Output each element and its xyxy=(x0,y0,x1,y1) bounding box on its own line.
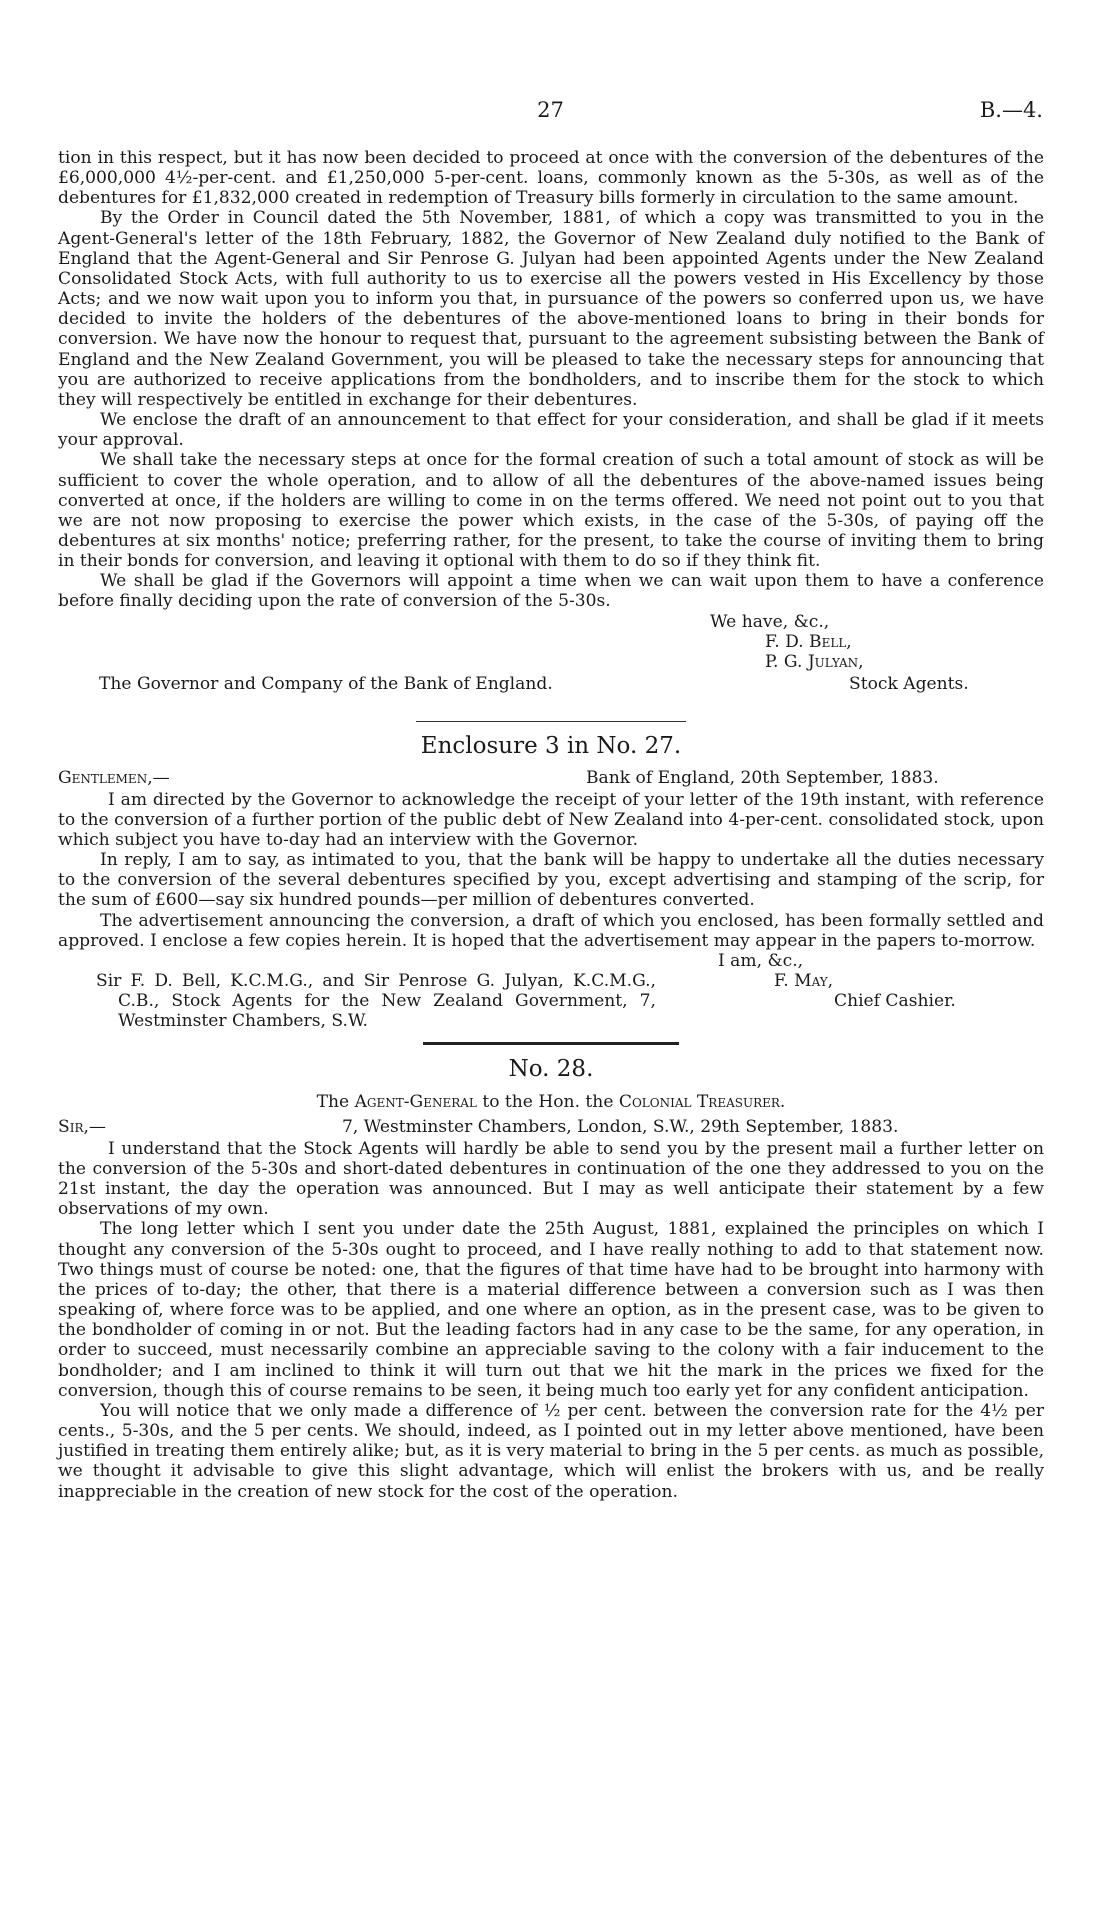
subtitle-part: to the Hon. the xyxy=(476,1091,619,1112)
paragraph: We enclose the draft of an announcement to that effect for your consideration, and shall be glad if it meets your approval. xyxy=(58,410,1044,451)
place-date: Bank of England, 20th September, 1883. xyxy=(586,767,939,788)
signature-block xyxy=(58,612,1044,714)
paragraph: We shall take the necessary steps at once for the formal creation of such a total amount of stock as will be sufficient to cover the whole operation, and to allow of all the debentures of the above-named issues being converted at once, if the holders are willing to come in on the terms offered. We need not point out to you that we are not now proposing to exercise the power which exists, in the case of the 5-30s, of paying off the debentures at six months' notice; preferring rather, for the present, to take the course of inviting them to bring in their bonds for conversion, and leaving it optional with them to do so if they think fit. xyxy=(58,450,1044,572)
document-reference: B.—4. xyxy=(979,98,1043,122)
closing: We have, &c., xyxy=(710,611,830,632)
paragraph: I understand that the Stock Agents will hardly be able to send you by the present mail a further letter on the conversion of the 5-30s and short-dated debentures in continuation of the one they addressed to you on the 21st instant, the day the operation was announced. But I may as well anticipate their statement by a few observations of my own. xyxy=(58,1138,1044,1220)
subtitle-to: Colonial Treasurer. xyxy=(618,1091,786,1112)
paragraph: By the Order in Council dated the 5th November, 1881, of which a copy was transmitted to you in the Agent-General's letter of the 18th February, 1882, the Governor of New Zealand duly notified to the Bank of England that the Agent-General and Sir Penrose G. Julyan had been appointed Agents under the New Zealand Consolidated Stock Acts, with full authority to us to exercise all the powers vested in His Excellency by those Acts; and we now wait upon you to inform you that, in pursuance of the powers so conferred upon us, we have decided to invite the holders of the debentures of the above-mentioned loans to bring in their bonds for conversion. We have now the honour to request that, pursuant to the agreement subsisting between the Bank of England and the New Zealand Government, you will be pleased to take the necessary steps for announcing that you are authorized to receive applications from the bondholders, and to inscribe them for the stock to which they will respectively be entitled in exchange for their debentures. xyxy=(58,208,1044,410)
signatory-title: Stock Agents. xyxy=(849,673,969,694)
letter-28 xyxy=(58,1055,1044,1502)
paragraph: The long letter which I sent you under date the 25th August, 1881, explained the principles on which I thought any conversion of the 5-30s ought to proceed, and I have really nothing to add to that statement now. Two things must of course be noted: one, that the figures of that time have had to be brought into harmony with the prices of to-day; the other, that there is a material difference between a conversion such as I was then speaking of, where force was to be applied, and one where an option, as in the present case, was to be given to the bondholder of coming in or not. But the leading factors had in any case to be the same, for any operation, in order to succeed, must necessarily combine an appreciable saving to the colony with a fair inducement to the bondholder; and I am inclined to think it will turn out that we hit the mark in the prices we fixed for the conversion, though this of course remains to be seen, it being much too early yet for any confident anticipation. xyxy=(58,1219,1044,1401)
letter-continued xyxy=(58,148,1044,714)
letter-subtitle xyxy=(58,1091,1044,1113)
divider xyxy=(416,721,686,722)
subtitle-part: The xyxy=(316,1091,355,1112)
salutation: Sir,— xyxy=(58,1116,107,1137)
signatory-julyan: P. G. Julyan, xyxy=(765,651,864,672)
page-header xyxy=(58,98,1043,132)
page-body xyxy=(58,148,1044,1502)
paragraph: You will notice that we only made a difference of ½ per cent. between the conversion rate for the 4½ per cents., 5-30s, and the 5 per cents. We should, indeed, as I pointed out in my letter above mentioned, have been justified in treating them entirely alike; but, as it is very material to bring in the 5 per cents. as much as possible, we thought it advisable to give this slight advantage, which will enlist the brokers with us, and be really inappreciable in the creation of new stock for the cost of the operation. xyxy=(58,1400,1045,1502)
paragraph: In reply, I am to say, as intimated to you, that the bank will be happy to undertake all the duties necessary to the conversion of the several debentures specified by you, except advertising and stamping of the scrip, for the sum of £600—say six hundred pounds—per million of debentures converted. xyxy=(58,850,1044,911)
enclosure-3 xyxy=(58,732,1044,1033)
signature-block xyxy=(58,951,1044,1033)
subtitle-from: Agent-General xyxy=(354,1091,477,1112)
addressee: Sir F. D. Bell, K.C.M.G., and Sir Penrose G. Julyan, K.C.M.G., C.B., Stock Agents for the New Zealand Government, 7, Westminster Chambers, S.W. xyxy=(96,970,656,1032)
signatory-may: F. May, xyxy=(774,970,834,991)
enclosure-title: Enclosure 3 in No. 27. xyxy=(420,732,682,759)
paragraph: I am directed by the Governor to acknowledge the receipt of your letter of the 19th instant, with reference to the conversion of a further portion of the public debt of New Zealand into 4-per-cent. consolidated stock, upon which subject you have to-day had an interview with the Governor. xyxy=(58,789,1044,850)
salutation-row xyxy=(58,768,1044,790)
signatory-title: Chief Cashier. xyxy=(834,990,956,1011)
place-date: 7, Westminster Chambers, London, S.W., 29th September, 1883. xyxy=(342,1116,899,1137)
letter-number: No. 28. xyxy=(508,1055,594,1082)
closing: I am, &c., xyxy=(718,950,804,971)
paragraph: tion in this respect, but it has now been decided to proceed at once with the conversion of the debentures of the £6,000,000 4½-per-cent. and £1,250,000 5-per-cent. loans, commonly known as the 5-30s, as well as of the debentures for £1,832,000 created in redemption of Treasury bills formerly in circulation to the same amount. xyxy=(58,148,1044,209)
divider xyxy=(423,1042,679,1045)
page-number: 27 xyxy=(537,98,564,122)
addressee: The Governor and Company of the Bank of England. xyxy=(99,673,553,694)
paragraph: The advertisement announcing the conversion, a draft of which you enclosed, has been formally settled and approved. I enclose a few copies herein. It is hoped that the advertisement may appear in the papers to-morrow. xyxy=(58,910,1044,951)
salutation-row xyxy=(58,1117,1044,1139)
paragraph: We shall be glad if the Governors will appoint a time when we can wait upon them to have a conference before finally deciding upon the rate of conversion of the 5-30s. xyxy=(58,571,1044,612)
signatory-bell: F. D. Bell, xyxy=(765,631,852,652)
salutation: Gentlemen,— xyxy=(58,767,170,788)
